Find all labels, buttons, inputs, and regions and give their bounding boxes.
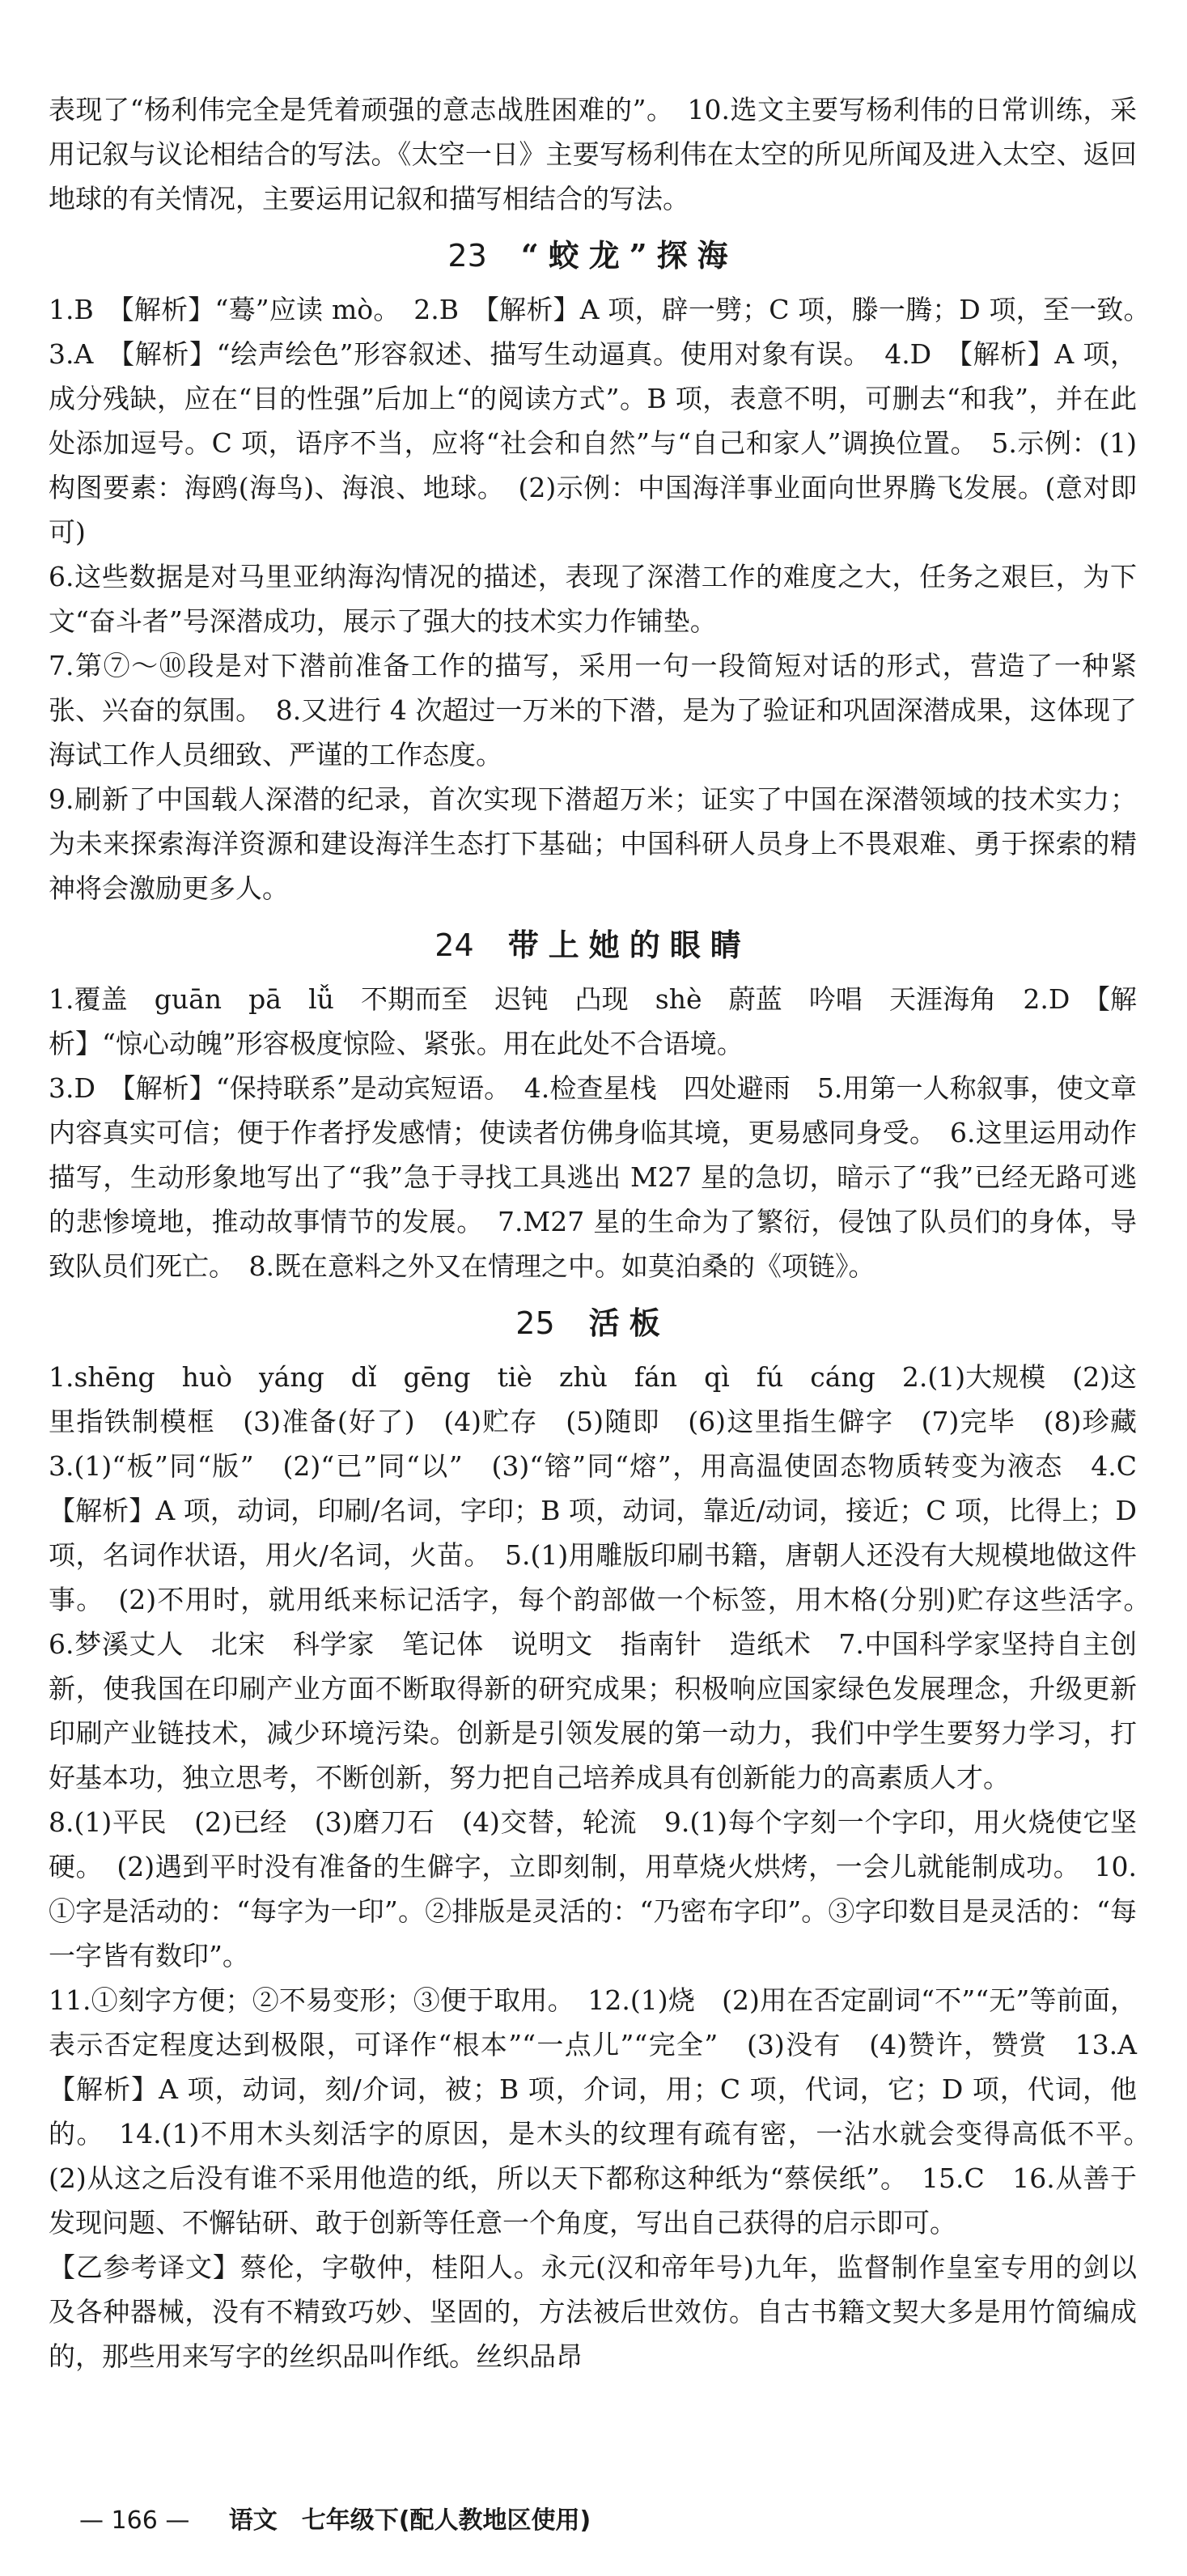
section-number: 25: [515, 1305, 555, 1341]
answer-paragraph: 9.刷新了中国载人深潜的纪录，首次实现下潜超万米；证实了中国在深潜领域的技术实力；为未来探索海洋资源和建设海洋生态打下基础；中国科研人员身上不畏艰难、勇于探索的精神将会激励更多人。: [49, 783, 1137, 904]
section-title-23: [49, 229, 1137, 282]
answer-paragraph: 8.(1)平民 (2)已经 (3)磨刀石 (4)交替，轮流 9.(1)每个字刻一个字印，用火烧使它坚硬。 (2)遇到平时没有准备的生僻字，立即刻制，用草烧火烘烤，一会儿就能制成功。 10.①字是活动的：“每字为一印”。②排版是灵活的：“乃密布字印”。③字印数目是灵活的：“每一字皆有数印”。: [49, 1806, 1137, 1971]
answer-paragraph: 6.这些数据是对马里亚纳海沟情况的描述，表现了深潜工作的难度之大，任务之艰巨，为下文“奋斗者”号深潜成功，展示了强大的技术实力作铺垫。: [49, 561, 1137, 637]
answer-paragraph: 1.shēng huò yáng dǐ gēng tiè zhù fán qì fú cáng 2.(1)大规模 (2)这里指铁制模框 (3)准备(好了) (4)贮存 (5)随即 (6)这里指生僻字 (7)完毕 (8)珍藏 3.(1)“板”同“版” (2)“已”同“以” (3)“镕”同“熔”，用高温使固态物质转变为液态 4.C 【解析】A 项，动词，印刷/名词，字印；B 项，动词，靠近/动词，接近；C 项，比得上；D 项，名词作状语，用火/名词，火苗。 5.(1)用雕版印刷书籍，唐朝人还没有大规模地做这件事。 (2)不用时，就用纸来标记活字，每个韵部做一个标签，用木格(分别)贮存这些活字。 6.梦溪丈人 北宋 科学家 笔记体 说明文 指南针 造纸术 7.中国科学家坚持自主创新，使我国在印刷产业方面不断取得新的研究成果；积极响应国家绿色发展理念，升级更新印刷产业链技术，减少环境污染。创新是引领发展的第一动力，我们中学生要努力学习，打好基本功，独立思考，不断创新，努力把自己培养成具有创新能力的高素质人才。: [49, 1361, 1164, 1793]
page-number: — 166 —: [79, 2506, 190, 2535]
section-title-24: [49, 919, 1137, 972]
section-number: 23: [447, 238, 487, 274]
section-title-25: [49, 1296, 1137, 1350]
section-name: “蛟龙”探海: [520, 237, 738, 274]
answer-paragraph: 11.①刻字方便；②不易变形；③便于取用。 12.(1)烧 (2)用在否定副词“不”“无”等前面，表示否定程度达到极限，可译作“根本”“一点儿”“完全” (3)没有 (4)赞许，赞赏 13.A 【解析】A 项，动词，刻/介词，被；B 项，介词，用；C 项，代词，它；D 项，代词，他的。 14.(1)不用木头刻活字的原因，是木头的纹理有疏有密，一沾水就会变得高低不平。 (2)从这之后没有谁不采用他造的纸，所以天下都称这种纸为“蔡侯纸”。 15.C 16.从善于发现问题、不懈钻研、敢于创新等任意一个角度，写出自己获得的启示即可。: [49, 1984, 1164, 2239]
answer-paragraph: 3.D 【解析】“保持联系”是动宾短语。 4.检查星栈 四处避雨 5.用第一人称叙事，使文章内容真实可信；便于作者抒发感情；使读者仿佛身临其境，更易感同身受。 6.这里运用动作描写，生动形象地写出了“我”急于寻找工具逃出 M27 星的急切，暗示了“我”已经无路可逃的悲惨境地，推动故事情节的发展。 7.M27 星的生命为了繁衍，侵蚀了队员们的身体，导致队员们死亡。 8.既在意料之外又在情理之中。如莫泊桑的《项链》。: [49, 1072, 1137, 1282]
answer-paragraph: 7.第⑦～⑩段是对下潜前准备工作的描写，采用一句一段简短对话的形式，营造了一种紧张、兴奋的氛围。 8.又进行 4 次超过一万米的下潜，是为了验证和巩固深潜成果，这体现了海试工作人员细致、严谨的工作态度。: [49, 650, 1137, 770]
translation-paragraph: 【乙参考译文】蔡伦，字敬仲，桂阳人。永元(汉和帝年号)九年，监督制作皇室专用的剑以及各种器械，没有不精致巧妙、坚固的，方法被后世效仿。自古书籍文契大多是用竹简编成的，那些用来写字的丝织品叫作纸。丝织品昂: [49, 2251, 1137, 2372]
section-number: 24: [435, 927, 474, 963]
intro-paragraph: 表现了“杨利伟完全是凭着顽强的意志战胜困难的”。 10.选文主要写杨利伟的日常训练，采用记叙与议论相结合的写法。《太空一日》主要写杨利伟在太空的所见所闻及进入太空、返回地球的有关情况，主要运用记叙和描写相结合的写法。: [49, 94, 1137, 214]
book-subject: 语文 七年级下(配人教地区使用): [228, 2506, 591, 2535]
answer-paragraph: 1.B 【解析】“蓦”应读 mò。 2.B 【解析】A 项，辟一劈；C 项，滕一腾；D 项，至一致。 3.A 【解析】“绘声绘色”形容叙述、描写生动逼真。使用对象有误。 4.D 【解析】A 项，成分残缺，应在“目的性强”后加上“的阅读方式”。B 项，表意不明，可删去“和我”，并在此处添加逗号。C 项，语序不当，应将“社会和自然”与“自己和家人”调换位置。 5.示例：(1)构图要素：海鸥(海鸟)、海浪、地球。 (2)示例：中国海洋事业面向世界腾飞发展。(意对即可): [49, 294, 1164, 548]
answer-content: [49, 87, 1164, 2379]
section-name: 活板: [588, 1305, 670, 1341]
answer-paragraph: 1.覆盖 guān pā lǚ 不期而至 迟钝 凸现 shè 蔚蓝 吟唱 天涯海角 2.D 【解析】“惊心动魄”形容极度惊险、紧张。用在此处不合语境。: [49, 983, 1137, 1059]
page-footer: [79, 2505, 591, 2537]
section-name: 带上她的眼睛: [507, 927, 751, 963]
